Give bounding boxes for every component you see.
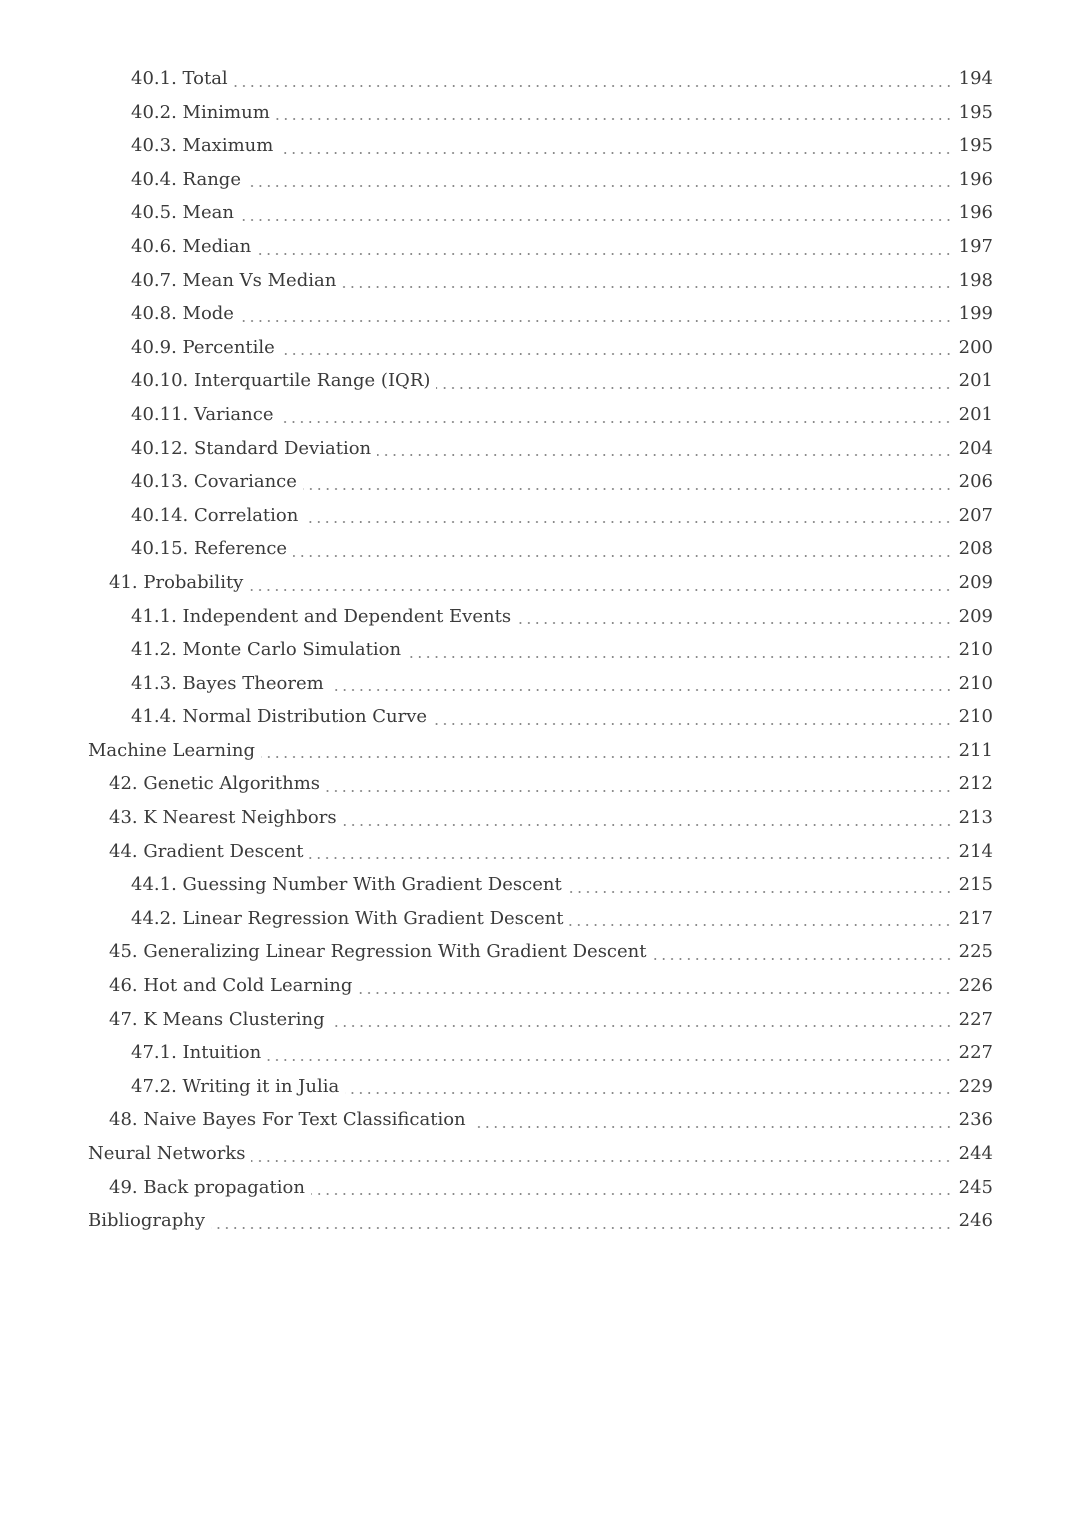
toc-entry[interactable] [88,364,993,398]
toc-entry-title: 44.2. Linear Regression With Gradient Descent [131,907,564,929]
dot-leader [436,364,952,398]
toc-entry-page: 214 [958,840,993,862]
toc-entry-title: 40.3. Maximum [131,135,274,157]
toc-entry-title: 40.9. Percentile [131,336,275,358]
toc-entry[interactable] [88,1036,993,1070]
toc-entry-page: 212 [958,773,993,795]
toc-entry-title: 40.5. Mean [131,202,234,224]
toc-entry[interactable] [88,1171,993,1205]
toc-entry-title: 44. Gradient Descent [109,840,304,862]
dot-leader [326,767,953,801]
toc-entry-title: 47.2. Writing it in Julia [131,1075,340,1097]
toc-entry-page: 229 [958,1075,993,1097]
toc-entry[interactable] [88,600,993,634]
toc-entry[interactable] [88,902,993,936]
dot-leader [234,62,953,96]
dot-leader [281,331,953,365]
dot-leader [331,1003,953,1037]
toc-entry[interactable] [88,465,993,499]
toc-entry-title: 40.12. Standard Deviation [131,437,372,459]
toc-entry-page: 227 [958,1008,993,1030]
dot-leader [293,532,953,566]
toc-entry-title: 40.10. Interquartile Range (IQR) [131,370,431,392]
toc-entry-page: 207 [958,504,993,526]
toc-entry-page: 213 [958,807,993,829]
toc-entry[interactable] [88,297,993,331]
dot-leader [311,1171,953,1205]
toc-entry-title: 40.1. Total [131,68,228,89]
toc-entry-page: 201 [958,403,993,425]
toc-entry-title: 40.11. Variance [131,403,274,425]
toc-entry-page: 195 [958,135,993,157]
toc-entry[interactable] [88,1070,993,1104]
dot-leader [569,902,952,936]
toc-entry-page: 211 [958,739,993,761]
toc-entry-title: Bibliography [88,1210,205,1232]
toc-entry[interactable] [88,264,993,298]
toc-entry[interactable] [88,163,993,197]
toc-entry[interactable] [88,398,993,432]
toc-entry-page: 200 [958,336,993,358]
toc-entry-page: 210 [958,639,993,661]
toc-entry-page: 195 [958,101,993,123]
toc-entry-title: Neural Networks [88,1143,246,1164]
toc-entry-title: 41.3. Bayes Theorem [131,672,324,694]
dot-leader [211,1204,953,1238]
toc-entry-page: 210 [958,672,993,694]
toc-entry[interactable] [88,129,993,163]
toc-entry-title: 48. Naive Bayes For Text Classification [109,1109,466,1131]
dot-leader [433,700,953,734]
toc-entry-title: 40.14. Correlation [131,504,299,526]
dot-leader [330,667,953,701]
toc-entry[interactable] [88,868,993,902]
toc-entry-page: 210 [958,706,993,728]
toc-entry-page: 245 [958,1176,993,1198]
toc-entry-page: 246 [958,1210,993,1232]
toc-entry[interactable] [88,801,993,835]
toc-entry-page: 204 [958,437,993,459]
toc-entry[interactable] [88,633,993,667]
toc-entry-page: 244 [958,1143,993,1164]
dot-leader [267,1036,952,1070]
toc-entry[interactable] [88,1137,993,1171]
toc-entry-title: 41.2. Monte Carlo Simulation [131,639,402,661]
toc-entry[interactable] [88,331,993,365]
toc-entry-page: 198 [958,269,993,291]
toc-entry-title: 47. K Means Clustering [109,1008,325,1030]
toc-entry-page: 209 [958,571,993,593]
dot-leader [279,398,952,432]
toc-entry[interactable] [88,767,993,801]
toc-entry[interactable] [88,835,993,869]
toc-entry-page: 201 [958,370,993,392]
dot-leader [343,801,953,835]
dot-leader [257,230,952,264]
toc-entry[interactable] [88,432,993,466]
toc-entry[interactable] [88,969,993,1003]
toc-entry[interactable] [88,1204,993,1238]
toc-entry-page: 227 [958,1042,993,1064]
toc-entry[interactable] [88,667,993,701]
dot-leader [276,96,953,130]
toc-entry[interactable] [88,96,993,130]
toc-entry-title: 46. Hot and Cold Learning [109,975,353,997]
toc-entry-title: 40.4. Range [131,168,241,190]
table-of-contents [88,62,993,1238]
toc-entry[interactable] [88,196,993,230]
dot-leader [240,196,953,230]
dot-leader [342,264,952,298]
dot-leader [303,465,953,499]
dot-leader [249,566,952,600]
toc-entry-title: Machine Learning [88,739,255,761]
toc-entry-title: 47.1. Intuition [131,1042,262,1064]
toc-entry-title: 43. K Nearest Neighbors [109,807,337,829]
toc-entry[interactable] [88,935,993,969]
toc-entry-page: 217 [958,907,993,929]
toc-entry-page: 208 [958,538,993,560]
toc-entry[interactable] [88,734,993,768]
toc-entry-page: 199 [958,303,993,325]
toc-entry[interactable] [88,1003,993,1037]
dot-leader [653,935,953,969]
toc-entry-title: 42. Genetic Algorithms [109,773,321,795]
toc-entry[interactable] [88,499,993,533]
dot-leader [517,600,953,634]
dot-leader [568,868,953,902]
toc-entry[interactable] [88,1103,993,1137]
toc-entry-page: 196 [958,168,993,190]
toc-entry-title: 40.15. Reference [131,538,288,560]
toc-entry-title: 41.4. Normal Distribution Curve [131,706,428,728]
dot-leader [251,1137,952,1171]
dot-leader [261,734,953,768]
toc-entry-title: 41.1. Independent and Dependent Events [131,605,512,627]
toc-entry-title: 40.7. Mean Vs Median [131,269,337,291]
dot-leader [407,633,953,667]
toc-entry-page: 236 [958,1109,993,1131]
dot-leader [377,432,953,466]
toc-entry-page: 215 [958,874,993,896]
toc-entry-title: 40.6. Median [131,235,252,257]
toc-entry-title: 41. Probability [109,571,244,593]
toc-entry-page: 196 [958,202,993,224]
dot-leader [247,163,953,197]
dot-leader [304,499,952,533]
toc-entry[interactable] [88,700,993,734]
dot-leader [279,129,952,163]
toc-entry-page: 197 [958,235,993,257]
toc-entry[interactable] [88,566,993,600]
dot-leader [345,1070,952,1104]
toc-entry-title: 45. Generalizing Linear Regression With Gradient Descent [109,941,647,963]
toc-entry-title: 40.2. Minimum [131,101,270,123]
toc-entry-title: 40.8. Mode [131,303,234,325]
dot-leader [358,969,952,1003]
toc-entry[interactable] [88,532,993,566]
toc-entry-page: 206 [958,471,993,493]
toc-entry-title: 44.1. Guessing Number With Gradient Descent [131,874,562,896]
toc-entry-title: 49. Back propagation [109,1176,305,1198]
dot-leader [309,835,952,869]
toc-entry-page: 194 [958,68,993,89]
dot-leader [240,297,953,331]
toc-entry-page: 226 [958,975,993,997]
toc-entry[interactable] [88,230,993,264]
toc-entry-page: 225 [958,941,993,963]
dot-leader [472,1103,953,1137]
toc-entry-title: 40.13. Covariance [131,471,297,493]
toc-entry[interactable] [88,62,993,96]
toc-entry-page: 209 [958,605,993,627]
